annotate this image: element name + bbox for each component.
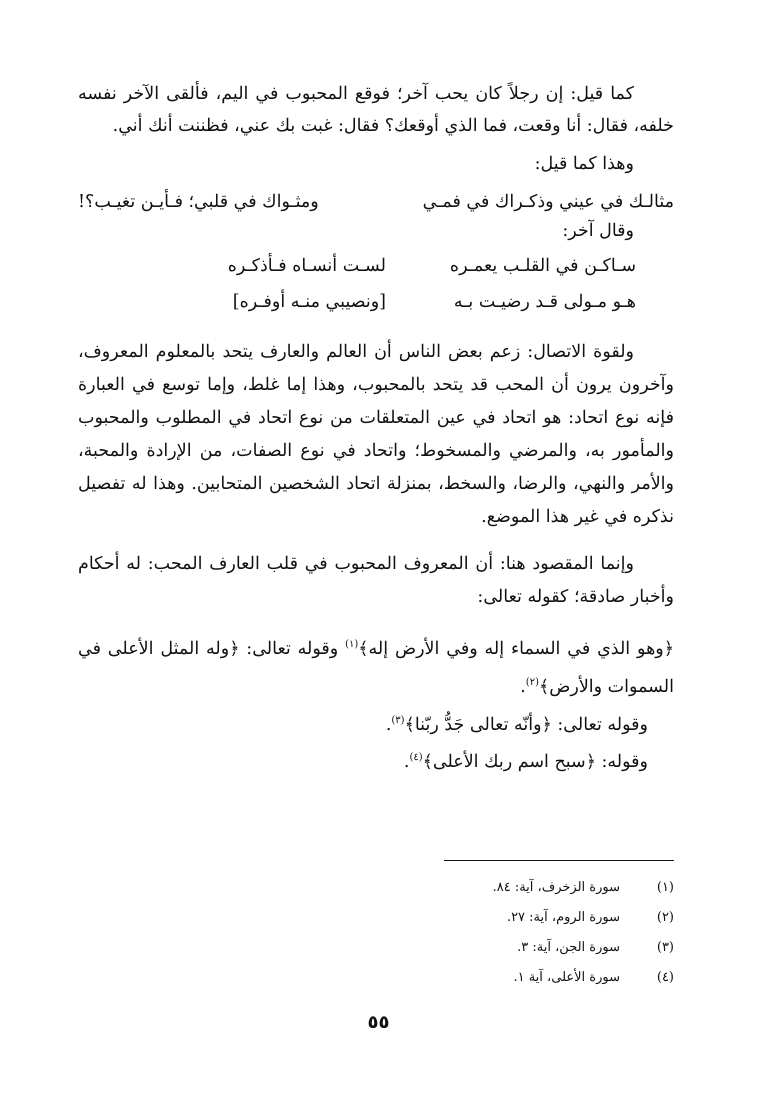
- footnote-text: سورة الأعلى، آية ١.: [513, 970, 620, 985]
- poem-hemistich-second: لسـت أنسـاه فـأذكـره: [227, 256, 386, 276]
- poem-hemistich-second: [ونصيبي منـه أوفـره]: [232, 292, 386, 312]
- page-body: [78, 78, 674, 1078]
- footnote-number: (٤): [656, 970, 674, 985]
- quran-verses-1-2: ﴿وهو الذي في السماء إله وفي الأرض إله﴾$^{(١)}$ وقوله تعالى: ﴿وله المثل الأعلى في السموات والأرض﴾$^{(٢)}$.: [78, 638, 674, 697]
- paragraph-union: ولقوة الاتصال: زعم بعض الناس أن العالم والعارف يتحد بالمعلوم المعروف، وآخرون يرون أن المحب قد يتحد بالمحبوب، وهذا إما غلط، وإما توسع في العبارة فإنه نوع اتحاد: هو اتحاد في عين المتعلقات من نوع اتحاد في المطلوب والمحبوب والمأمور به، والمرضي والمسخوط؛ واتحاد في نوع الصفات، من الإرادة والمحبة، والأمر والنهي، والرضا، والسخط، بمنزلة اتحاد الشخصين المتحابين. وهذا له تفصيل نذكره في غير هذا الموضع.: [78, 342, 674, 527]
- poem-line-2: [78, 284, 674, 320]
- quran-lead-3: وقوله تعالى:: [551, 714, 648, 735]
- poem-line-1: [78, 248, 674, 284]
- paragraph-purpose: وإنما المقصود هنا: أن المعروف المحبوب في قلب العارف المحب: له أحكام وأخبار صادقة؛ كقوله تعالى:: [78, 554, 674, 607]
- footnote-number: (١): [656, 880, 674, 895]
- poem-hemistich-first: هـو مـولى قـد رضيـت بـه: [453, 292, 636, 312]
- quran-connector: وقوله تعالى:: [239, 638, 346, 659]
- footnote-number: (٣): [656, 940, 674, 955]
- quran-verse-3-line: وقوله تعالى: ﴿وأنّه تعالى جَدُّ ربّنا﴾$^{(٣)}$.: [385, 714, 648, 735]
- footnote-ref-4[interactable]: (٤): [409, 752, 423, 764]
- quran-verse-4: ﴿سبح اسم ربك الأعلى﴾: [422, 752, 596, 773]
- quran-verse-3: ﴿وأنّه تعالى جَدُّ ربّنا﴾: [404, 714, 552, 735]
- poem-hemistich-first: سـاكـن في القلـب يعمـره: [449, 256, 636, 276]
- quran-verse-2: ﴿وله المثل الأعلى في السموات والأرض﴾: [78, 638, 674, 697]
- verse-line-1: [78, 186, 674, 218]
- verse-hemistich-second: ومثـواك في قلبي؛ فـأيـن تغيـب؟!: [78, 192, 319, 212]
- footnote-item: [78, 903, 674, 933]
- footnote-text: سورة الروم، آية: ٢٧.: [506, 910, 620, 925]
- footnote-ref-3[interactable]: (٣): [391, 714, 405, 726]
- quran-verse-1: ﴿وهو الذي في السماء إله وفي الأرض إله﴾: [358, 638, 674, 659]
- footnote-divider: [444, 860, 674, 861]
- footnote-ref-2[interactable]: (٢): [525, 676, 539, 688]
- footnote-ref-1[interactable]: (١): [345, 639, 359, 650]
- page-number: ٥٥: [367, 1012, 390, 1033]
- quran-lead-4: وقوله:: [595, 752, 648, 773]
- paragraph-intro-verse: وهذا كما قيل:: [534, 154, 634, 174]
- paragraph-another-said: وقال آخر:: [562, 221, 634, 241]
- verse-hemistich-first: مثالـك في عيني وذكـراك في فمـي: [422, 192, 674, 212]
- footnote-text: سورة الجن، آية: ٣.: [517, 940, 620, 955]
- footnotes: [78, 873, 674, 993]
- footnote-text: سورة الزخرف، آية: ٨٤.: [492, 880, 620, 895]
- footnote-item: [78, 963, 674, 993]
- footnote-item: [78, 873, 674, 903]
- quran-verse-4-line: وقوله: ﴿سبح اسم ربك الأعلى﴾$^{(٤)}$.: [403, 752, 648, 773]
- footnote-item: [78, 933, 674, 963]
- paragraph-story: كما قيل: إن رجلاً كان يحب آخر؛ فوقع المحبوب في اليم، فألقى الآخر نفسه خلفه، فقال: أنا وقعت، فما الذي أوقعك؟ فقال: غبت بك عني، فظننت أنك أني.: [78, 84, 674, 136]
- footnote-number: (٢): [656, 910, 674, 925]
